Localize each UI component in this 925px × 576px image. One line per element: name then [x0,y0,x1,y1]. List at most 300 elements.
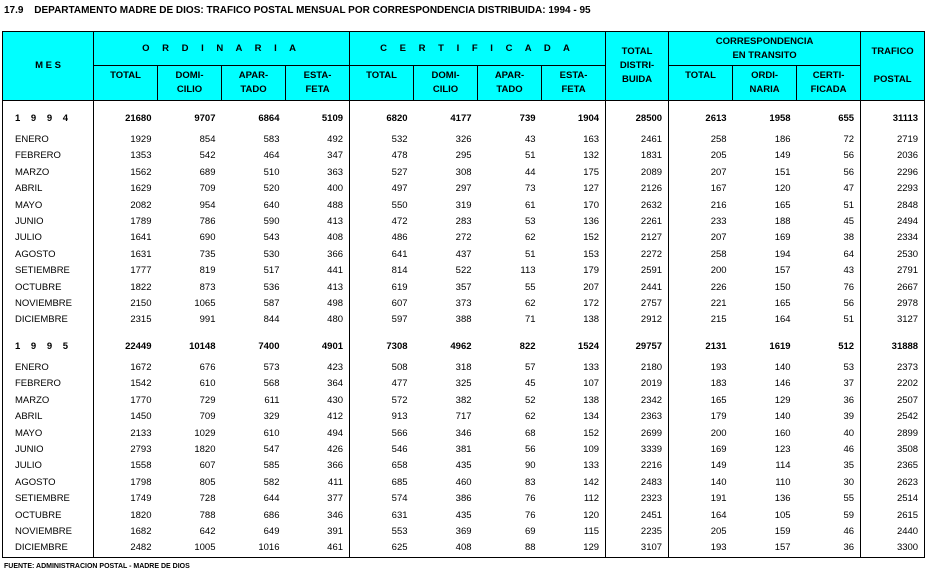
value-cell: 728 [199,493,216,505]
value-cell: 382 [455,394,472,406]
value-cell: 488 [286,198,350,214]
value-cell: 2089 [606,165,669,181]
value-cell: 413 [286,280,350,296]
value-cell: 31113 [861,111,925,128]
month-cell: 1 9 9 5 [3,339,94,356]
value-cell: 113 [520,265,536,277]
value-cell: 1562 [130,166,152,178]
value-cell: 2296 [861,165,925,181]
value-cell: 543 [263,232,280,244]
value-cell: 207 [710,166,727,178]
month-row [3,393,925,409]
page-title [4,5,591,16]
value-cell: 37 [797,376,861,392]
value-cell: 2623 [861,475,925,491]
value-cell: 611 [264,394,280,406]
month-cell: AGOSTO [3,475,94,491]
value-cell: 221 [710,298,727,310]
value-cell: 51 [797,312,861,328]
value-cell: 72 [797,132,861,148]
value-cell: 550 [391,199,408,211]
value-cell: 2323 [606,491,669,507]
value-cell: 4901 [286,339,350,356]
value-cell: 159 [774,525,791,537]
value-cell: 546 [391,443,408,455]
value-cell: 5109 [286,111,350,128]
value-cell: 373 [455,298,472,310]
value-cell: 2373 [861,360,925,376]
value-cell: 76 [524,509,536,521]
value-cell: 51 [524,248,536,260]
value-cell: 35 [797,458,861,474]
value-cell: 258 [710,134,727,145]
value-cell: 574 [391,493,408,505]
value-cell [222,101,286,112]
month-cell: JULIO [3,458,94,474]
value-cell: 805 [199,476,216,488]
value-cell: 460 [455,476,472,488]
value-cell: 658 [391,460,408,472]
value-cell: 690 [199,232,216,244]
value-cell: 169 [774,232,791,244]
value-cell: 1958 [769,113,791,125]
value-cell: 2632 [606,198,669,214]
value-cell: 494 [286,426,350,442]
value-cell [669,101,733,112]
value-cell [286,329,350,339]
value-cell: 364 [286,376,350,392]
value-cell: 1749 [130,493,152,505]
value-cell: 2451 [606,508,669,524]
value-cell: 120 [542,508,606,524]
value-cell: 441 [286,263,350,279]
value-cell: 1065 [194,298,216,310]
month-row [3,247,925,263]
value-cell: 644 [263,493,280,505]
value-cell: 2261 [606,214,669,230]
value-cell [158,101,222,112]
value-cell: 39 [797,409,861,425]
value-cell: 2530 [861,247,925,263]
value-cell: 152 [542,230,606,246]
spacer-row [3,101,925,112]
value-cell: 1641 [130,232,152,244]
value-cell: 207 [542,280,606,296]
value-cell: 2978 [861,296,925,312]
value-cell: 51 [797,198,861,214]
value-cell: 68 [524,427,536,439]
value-cell: 532 [391,134,408,145]
value-cell: 136 [774,493,791,505]
value-cell [94,329,158,339]
value-cell [861,329,925,339]
month-row [3,360,925,376]
value-cell: 566 [391,427,408,439]
value-cell: 3300 [861,540,925,557]
value-cell [478,329,542,339]
value-cell: 388 [455,314,472,326]
value-cell: 9707 [194,113,216,125]
month-row [3,442,925,458]
value-cell: 2334 [861,230,925,246]
value-cell: 43 [797,263,861,279]
value-cell: 2272 [606,247,669,263]
month-cell: NOVIEMBRE [3,524,94,540]
value-cell [414,329,478,339]
value-cell: 1822 [130,281,152,293]
month-row [3,458,925,474]
month-cell [3,101,94,112]
table-body [3,101,925,558]
value-cell: 553 [391,525,408,537]
value-cell: 461 [286,540,350,557]
header-ord-estafeta: ESTA- FETA [286,66,350,101]
value-cell: 366 [286,458,350,474]
month-cell: JUNIO [3,442,94,458]
value-cell: 1629 [130,183,152,195]
value-cell [797,101,861,112]
value-cell: 1619 [769,341,791,353]
value-cell: 3107 [606,540,669,557]
value-cell: 2440 [861,524,925,540]
month-row [3,540,925,557]
value-cell: 685 [391,476,408,488]
year-total-row [3,339,925,356]
month-cell [3,329,94,339]
value-cell: 107 [542,376,606,392]
value-cell: 2483 [606,475,669,491]
value-cell: 22449 [125,341,152,353]
value-cell: 2235 [606,524,669,540]
value-cell: 120 [774,183,791,195]
value-cell: 46 [797,442,861,458]
value-cell: 1631 [130,248,152,260]
value-cell: 127 [542,181,606,197]
month-cell: ENERO [3,360,94,376]
value-cell: 76 [797,280,861,296]
header-cert-apartado: APAR- TADO [478,66,542,101]
month-row [3,426,925,442]
value-cell: 2699 [606,426,669,442]
value-cell: 477 [391,378,408,390]
value-cell: 47 [797,181,861,197]
value-cell: 517 [263,265,280,277]
value-cell: 568 [263,378,280,390]
value-cell: 844 [263,314,280,326]
value-cell: 2126 [606,181,669,197]
value-cell: 40 [797,426,861,442]
month-row [3,165,925,181]
value-cell: 377 [286,491,350,507]
month-cell: MARZO [3,165,94,181]
value-cell: 4177 [450,113,472,125]
value-cell [797,329,861,339]
value-cell: 2591 [606,263,669,279]
value-cell: 2507 [861,393,925,409]
value-cell: 3127 [861,312,925,328]
value-cell: 386 [455,493,472,505]
value-cell: 164 [710,509,727,521]
value-cell [733,329,797,339]
value-cell: 590 [263,216,280,228]
month-cell: NOVIEMBRE [3,296,94,312]
value-cell: 308 [455,166,472,178]
value-cell: 512 [797,339,861,356]
header-row-groups [3,32,925,66]
month-row [3,280,925,296]
value-cell: 140 [774,361,791,373]
value-cell: 45 [797,214,861,230]
header-certificada: C E R T I F I C A D A [350,32,606,66]
value-cell: 411 [286,475,350,491]
header-mes: M E S [3,32,94,101]
value-cell: 157 [733,540,797,557]
value-cell: 854 [199,134,216,145]
value-cell: 640 [263,199,280,211]
value-cell: 530 [263,248,280,260]
value-cell: 583 [263,134,280,145]
value-cell: 152 [542,426,606,442]
value-cell: 194 [774,248,791,260]
value-cell: 480 [286,312,350,328]
value-cell: 357 [455,281,472,293]
value-cell: 133 [542,458,606,474]
value-cell: 56 [797,165,861,181]
value-cell: 200 [710,265,727,277]
value-cell: 1777 [130,265,152,277]
value-cell: 464 [263,150,280,162]
value-cell: 1831 [606,148,669,164]
month-row [3,491,925,507]
value-cell: 114 [775,460,791,472]
header-total-distribuida: TOTAL DISTRI- BUIDA [606,32,669,101]
value-cell: 329 [263,411,280,423]
value-cell: 408 [286,230,350,246]
value-cell: 129 [774,394,791,406]
value-cell [94,101,158,112]
header-cert-total: TOTAL [350,66,414,101]
value-cell: 132 [542,148,606,164]
value-cell [350,329,414,339]
value-cell: 153 [542,247,606,263]
value-cell: 165 [774,199,791,211]
value-cell: 527 [391,166,408,178]
value-cell: 136 [542,214,606,230]
value-cell: 522 [455,265,472,277]
month-row [3,312,925,328]
month-cell: ABRIL [3,181,94,197]
value-cell: 30 [797,475,861,491]
value-cell: 2441 [606,280,669,296]
value-cell: 689 [199,166,216,178]
value-cell: 2494 [861,214,925,230]
value-cell [414,101,478,112]
value-cell: 36 [797,540,861,557]
header-transito-certificada: CERTI- FICADA [797,66,861,101]
month-cell: SETIEMBRE [3,263,94,279]
value-cell: 1542 [130,378,152,390]
postal-traffic-table [2,31,925,558]
month-row [3,524,925,540]
value-cell [286,101,350,112]
value-cell: 6820 [386,113,408,125]
value-cell: 200 [710,427,727,439]
value-cell: 73 [524,183,536,195]
value-cell: 381 [455,443,472,455]
value-cell: 112 [542,491,606,507]
value-cell: 233 [710,216,727,228]
month-row [3,376,925,392]
value-cell: 573 [263,361,280,373]
value-cell: 149 [710,460,727,472]
value-cell: 149 [774,150,791,162]
value-cell: 642 [199,525,216,537]
value-cell: 2793 [130,443,152,455]
value-cell: 547 [263,443,280,455]
month-row [3,132,925,148]
value-cell: 587 [263,298,280,310]
value-cell: 4962 [450,341,472,353]
value-cell: 814 [391,265,408,277]
header-cert-domicilio: DOMI- CILIO [414,66,478,101]
value-cell: 1558 [130,460,152,472]
value-cell: 1029 [194,427,216,439]
value-cell: 437 [455,248,472,260]
value-cell: 2293 [861,181,925,197]
header-ord-domicilio: DOMI- CILIO [158,66,222,101]
value-cell: 572 [391,394,408,406]
value-cell: 21680 [125,113,152,125]
value-cell: 1682 [130,525,152,537]
value-cell: 369 [455,525,472,537]
value-cell: 3508 [861,442,925,458]
month-row [3,148,925,164]
value-cell: 346 [286,508,350,524]
value-cell: 193 [710,361,727,373]
value-cell: 150 [774,281,791,293]
value-cell: 366 [286,247,350,263]
value-cell: 913 [391,411,408,423]
value-cell: 2899 [861,426,925,442]
value-cell: 412 [286,409,350,425]
value-cell: 346 [455,427,472,439]
value-cell: 318 [455,361,472,373]
value-cell: 183 [710,378,727,390]
value-cell: 2365 [861,458,925,474]
value-cell: 991 [199,314,216,326]
value-cell: 2514 [861,491,925,507]
month-row [3,508,925,524]
value-cell: 2019 [606,376,669,392]
value-cell: 2461 [606,132,669,148]
value-cell: 1005 [158,540,222,557]
value-cell: 400 [286,181,350,197]
value-cell: 29757 [606,339,669,356]
value-cell: 55 [797,491,861,507]
value-cell: 686 [263,509,280,521]
value-cell: 1524 [542,339,606,356]
value-cell [158,329,222,339]
value-cell [542,101,606,112]
month-row [3,409,925,425]
month-row [3,181,925,197]
value-cell: 610 [263,427,280,439]
value-cell: 426 [286,442,350,458]
value-cell: 134 [542,409,606,425]
value-cell: 297 [455,183,472,195]
value-cell: 56 [797,148,861,164]
value-cell: 53 [524,216,536,228]
value-cell: 2667 [861,280,925,296]
value-cell: 472 [391,216,408,228]
value-cell: 7400 [258,341,280,353]
value-cell: 151 [774,166,791,178]
source-footer: FUENTE: ADMINISTRACION POSTAL - MADRE DE DIOS [4,563,190,570]
value-cell: 71 [524,314,536,326]
value-cell: 729 [199,394,216,406]
value-cell: 10148 [189,341,216,353]
month-cell: OCTUBRE [3,280,94,296]
value-cell [222,329,286,339]
value-cell: 165 [710,394,727,406]
value-cell: 258 [710,248,727,260]
value-cell: 179 [542,263,606,279]
value-cell: 542 [199,150,216,162]
month-cell: AGOSTO [3,247,94,263]
header-ord-total: TOTAL [94,66,158,101]
value-cell: 1789 [130,216,152,228]
value-cell: 2482 [94,540,158,557]
value-cell: 1450 [130,411,152,423]
value-cell: 179 [710,411,727,423]
header-ordinaria: O R D I N A R I A [94,32,350,66]
value-cell: 2363 [606,409,669,425]
value-cell: 6864 [258,113,280,125]
value-cell: 160 [774,427,791,439]
value-cell: 140 [774,411,791,423]
value-cell: 163 [542,132,606,148]
value-cell: 788 [199,509,216,521]
value-cell: 641 [391,248,408,260]
value-cell: 413 [286,214,350,230]
value-cell: 497 [391,183,408,195]
value-cell: 62 [524,232,536,244]
value-cell: 44 [524,166,536,178]
value-cell: 57 [524,361,536,373]
value-cell: 76 [524,493,536,505]
header-transito-total: TOTAL [669,66,733,101]
value-cell: 45 [524,378,536,390]
month-row [3,230,925,246]
value-cell: 38 [797,230,861,246]
value-cell: 215 [710,314,727,326]
header-row-subcolumns [3,66,925,101]
value-cell: 43 [524,134,536,145]
month-cell: MAYO [3,198,94,214]
value-cell: 64 [797,247,861,263]
value-cell: 51 [524,150,536,162]
value-cell: 56 [797,296,861,312]
value-cell: 2542 [861,409,925,425]
month-cell: JULIO [3,230,94,246]
value-cell: 90 [524,460,536,472]
value-cell: 165 [774,298,791,310]
value-cell: 110 [775,476,791,488]
value-cell: 655 [797,111,861,128]
value-cell: 319 [455,199,472,211]
value-cell: 61 [524,199,536,211]
value-cell: 2082 [130,199,152,211]
